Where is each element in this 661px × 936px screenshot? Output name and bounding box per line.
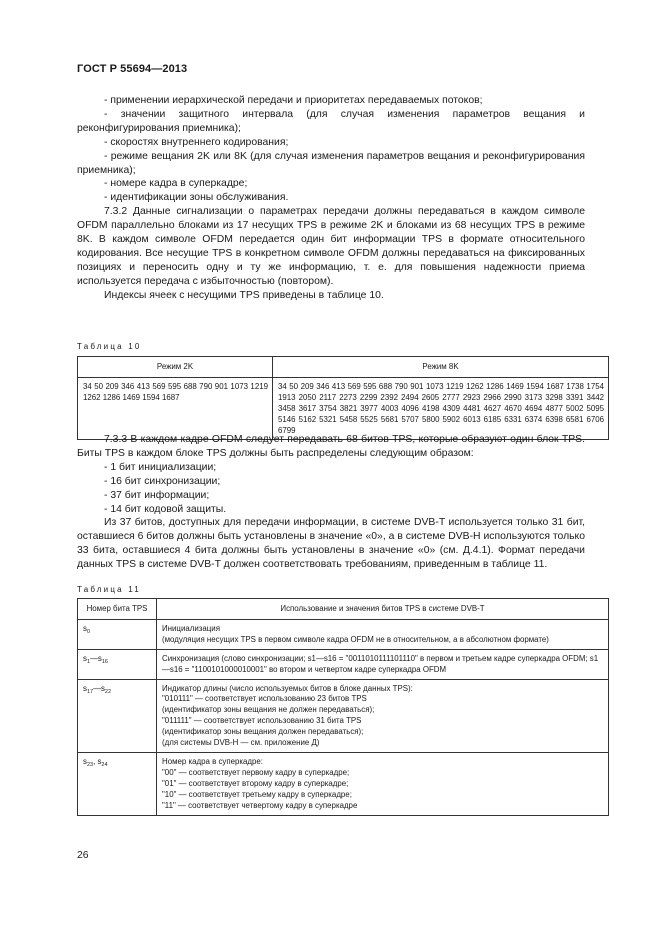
tps-bit-subscript: 1 (86, 658, 91, 665)
description-line: "010111" — соответствует использованию 23 битов TPS (162, 694, 367, 704)
table-row (78, 752, 609, 815)
table-10-cell-2k: 34 50 209 346 413 569 595 688 790 901 1073 1219 1262 1286 1469 1594 1687 (78, 377, 273, 440)
tps-bit-description (157, 679, 609, 752)
table-10-caption: Таблица 10 (77, 342, 142, 351)
paragraph-37-bits: Из 37 битов, доступных для передачи информации, в системе DVB-T используется только 31 бит, оставшиеся 6 битов должны быть установлены в значение «0», а в системе DVB-H используются только 33 бита, оставшиеся 4 бита должны быть установлены в значение «0» (см. Д.4.1). Формат передачи данных TPS в системе DVB-T должен соответствовать требованиям, приведенным в таблице 11. (77, 517, 585, 571)
description-line: "01" — соответствует второму кадру в суперкадре; (162, 778, 349, 788)
description-line: "10" — соответствует третьему кадру в суперкадре; (162, 789, 352, 799)
table-10-cell-8k: 34 50 209 346 413 569 595 688 790 901 1073 1219 1262 1286 1469 1594 1687 1738 1754 1913 2050 2117 2273 2299 2392 2494 2605 2777 2923 2966 2990 3173 3298 3391 3442 3458 3617 3754 3821 3977 4003 4096 4198 4309 4481 4627 4670 4694 4877 5002 5095 5146 5162 5321 5458 5525 5681 5707 5800 5902 6013 6185 6331 6374 6398 6581 6706 6799 (273, 377, 609, 440)
tps-bit-subscript: 16 (101, 658, 108, 665)
list-item: - скоростях внутреннего кодирования; (104, 136, 289, 148)
description-line: "00" — соответствует первому кадру в суперкадре; (162, 767, 350, 777)
list-item: - 16 бит синхронизации; (104, 475, 221, 487)
list-item: - 14 бит кодовой защиты. (104, 503, 227, 515)
tps-bit-symbol: s (97, 653, 102, 663)
table-row (78, 619, 609, 649)
tps-bit-symbol: s (83, 756, 87, 766)
description-line: (модуляция несущих TPS в первом символе кадра OFDM не в относительном, а в абсолютном формате) (162, 634, 549, 644)
tps-bit-number (78, 679, 157, 752)
list-item: - режиме вещания 2K или 8K (для случая изменения параметров вещания и реконфигурирования приемника); (77, 150, 585, 176)
description-line: Инициализация (162, 623, 220, 633)
table-10-header-8k: Режим 8K (273, 357, 609, 378)
tps-bit-subscript: 0 (86, 628, 91, 635)
tps-bit-description (157, 619, 609, 649)
list-item: - значении защитного интервала (для случая изменения параметров вещания и реконфигурирования приемника); (77, 108, 585, 134)
intro-section (77, 94, 585, 303)
page-number: 26 (77, 850, 89, 861)
list-item: - идентификации зоны обслуживания. (104, 192, 289, 204)
tps-bit-description (157, 752, 609, 815)
description-line: Индикатор длины (число используемых битов в блоке данных TPS): (162, 683, 413, 693)
description-line: (идентификатор зоны вещания должен передаваться); (162, 727, 364, 737)
tps-bit-separator: , (93, 756, 98, 766)
list-item: - применении иерархической передачи и приоритетах передаваемых потоков; (104, 95, 483, 106)
list-item: - номере кадра в суперкадре; (104, 178, 248, 190)
list-item: - 37 бит информации; (104, 489, 210, 501)
table-11-header-bit: Номер бита TPS (78, 599, 157, 620)
description-line: "011111" — соответствует использованию 31 бита TPS (162, 716, 362, 726)
description-line: (для системы DVB-H — см. приложение Д) (162, 738, 320, 748)
tps-bit-separator: — (93, 683, 101, 693)
tps-bit-number (78, 752, 157, 815)
table-10 (77, 356, 609, 440)
description-line: (идентификатор зоны вещания не должен передаваться); (162, 705, 375, 715)
paragraph-7-3-3: 7.3.3 В каждом кадре OFDM следует передавать 68 битов TPS, которые образуют один блок TPS. Биты TPS в каждом блоке TPS должны быть распределены следующим образом: (77, 434, 585, 459)
table-11 (77, 598, 609, 816)
document-header: ГОСТ Р 55694—2013 (77, 63, 188, 75)
table-row (78, 679, 609, 752)
description-line: "11" — соответствует четвертому кадру в суперкадре (162, 800, 358, 810)
table-row (78, 649, 609, 679)
paragraph-table-ref: Индексы ячеек с несущими TPS приведены в таблице 10. (104, 289, 384, 301)
description-line: Синхронизация (слово синхронизации; s1—s16 = "0011010111101110" в первом и третьем кадре суперкадра OFDM; s1—s16 = "1100101000010001" во втором и четвертом кадре суперкадра OFDM (162, 653, 599, 674)
tps-bit-symbol: s (100, 683, 105, 693)
tps-bit-symbol: s (83, 683, 87, 693)
tps-bit-separator: — (90, 653, 98, 663)
list-item: - 1 бит инициализации; (104, 461, 217, 473)
tps-bit-subscript: 24 (101, 761, 108, 768)
tps-bit-subscript: 17 (86, 688, 94, 695)
description-line: Номер кадра в суперкадре: (162, 756, 263, 766)
table-10-header-2k: Режим 2K (78, 357, 273, 378)
tps-bit-symbol: s (83, 623, 87, 633)
tps-bit-symbol: s (97, 756, 102, 766)
tps-bit-subscript: 23 (86, 761, 94, 768)
tps-bit-description (157, 649, 609, 679)
tps-bit-number (78, 649, 157, 679)
paragraph-7-3-2: 7.3.2 Данные сигнализации о параметрах передачи должны передаваться в каждом символе OFDM параллельно блоками из 17 несущих TPS в режиме 2K и блоками из 68 несущих TPS в режиме 8K. В каждом символе OFDM передается один бит информации TPS в формате относительного кодирования. Все несущие TPS в конкретном символе OFDM должны передаваться на фиксированных позициях и переносить одну и ту же информацию, т. е. для повышения надежности приема используется передача с избыточностью (повтором). (77, 206, 585, 287)
tps-bit-number (78, 619, 157, 649)
tps-bit-subscript: 22 (104, 688, 112, 695)
tps-bit-symbol: s (83, 653, 87, 663)
section-7-3-3 (77, 433, 585, 572)
table-11-header-usage: Использование и значения битов TPS в системе DVB-T (157, 599, 609, 620)
table-11-caption: Таблица 11 (77, 585, 141, 594)
